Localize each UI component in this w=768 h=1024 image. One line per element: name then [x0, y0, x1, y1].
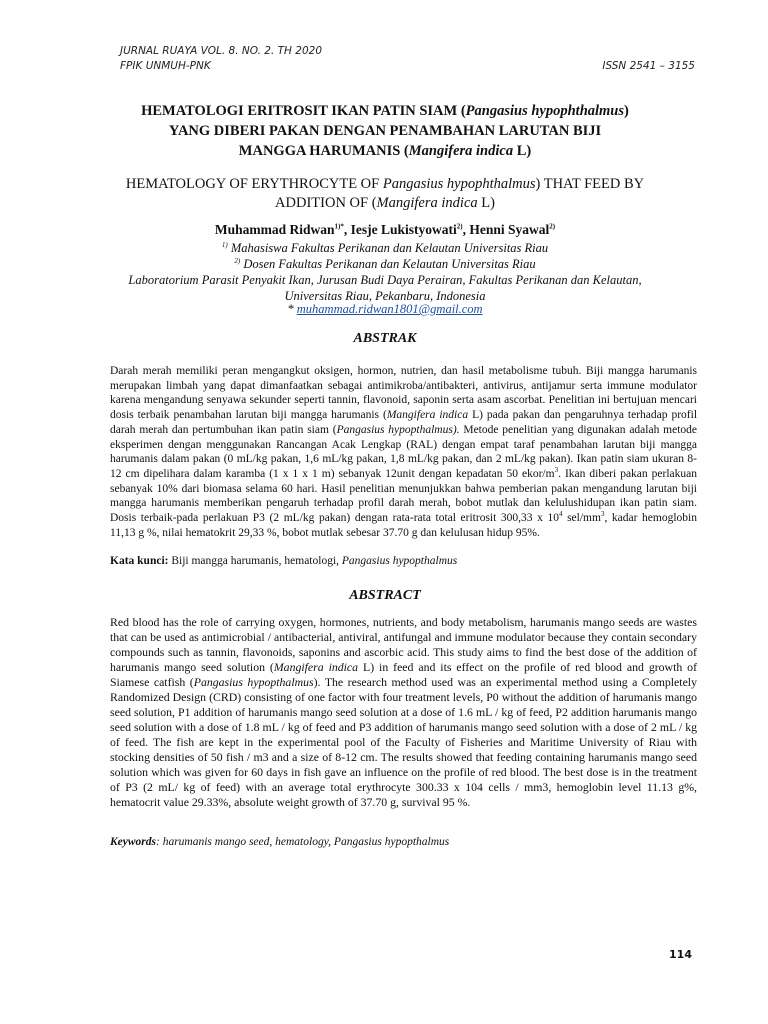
- title-indonesian: HEMATOLOGI ERITROSIT IKAN PATIN SIAM (Pangasius hypophthalmus) YANG DIBERI PAKAN DENGAN PENAMBAHAN LARUTAN BIJI MANGGA HARUMANIS (Mangifera indica L): [141, 103, 629, 159]
- page-number: 114: [669, 948, 692, 961]
- kata-kunci: Kata kunci: Biji mangga harumanis, hematologi, Pangasius hypopthalmus: [110, 555, 458, 567]
- publisher-line: FPIK UNMUH-PNK: [120, 60, 211, 72]
- issn: ISSN 2541 – 3155: [602, 60, 695, 72]
- keywords: Keywords: harumanis mango seed, hematology, Pangasius hypopthalmus: [110, 836, 450, 848]
- journal-title: JURNAL RUAYA VOL. 8. NO. 2. TH 2020: [120, 45, 323, 57]
- affiliation-2: $^{2)}$ Dosen Fakultas Perikanan dan Kelautan Universitas Riau: [234, 256, 536, 271]
- abstrak-heading: ABSTRAK: [353, 331, 417, 346]
- author-list: Muhammad Ridwan$^{1)*}$, Iesje Lukistyowati$^{2)}$, Henni Syawal$^{2)}$: [214, 222, 556, 237]
- abstract-heading: ABSTRACT: [349, 588, 421, 603]
- email-link[interactable]: muhammad.ridwan1801@gmail.com: [296, 302, 483, 316]
- abstrak-body: Darah merah memiliki peran mengangkut oksigen, hormon, nutrien, dan hasil metabolisme tubuh. Biji mangga harumanis merupakan limbah yang dapat dimanfaatkan sebagai antimikroba/antibakteri, antivirus, antijamur serta immune modulator karena mengandung senyawa sekunder seperti tannin, flavonoid, saponin serta asam ascorbat. Penelitian ini bertujuan mencari dosis terbaik penambahan larutan biji mangga harumanis (Mangifera indica L) pada pakan dan pengaruhnya terhadap profil darah merah dan pertumbuhan ikan patin siam (Pangasius hypopthalmus). Metode penelitian yang digunakan adalah metode eksperimen dengan menggunakan Rancangan Acak Lengkap (RAL) dengan empat taraf penambahan larutan biji mangga harumanis dalam pakan (0 mL/kg pakan, 1,6 mL/kg pakan, 1,8 mL/kg pakan, dan 2 mL/kg pakan). Ikan patin siam ukuran 8-12 cm dipelihara dalam karamba (1 x 1 x 1 m) sebanyak 12unit dengan kepadatan 50 ekor/$m^3$. Ikan diberi pakan perlakuan sebanyak 10% dari biomasa selama 60 hari. Hasil penelitian menunjukkan bahwa pemberian pakan mengandung larutan biji mangga harumanis memberikan pengaruh terhadap profil darah merah, bobot mutlak dan kelulushidupan ikan patin siam. Dosis terbaik-pada perlakuan P3 (2 mL/kg pakan) dengan rata-rata total eritrosit 300,33 x $10^4$ sel/$mm^3$, kadar hemoglobin 11,13 g %, nilai hematokrit 29,33 %, bobot mutlak sebesar 37.70 g dan kelulusan hidup 95%.: [110, 365, 698, 539]
- corresponding-email: * muhammad.ridwan1801@gmail.com: [287, 302, 483, 316]
- affiliation-lab: Laboratorium Parasit Penyakit Ikan, Jurusan Budi Daya Perairan, Fakultas Perikanan dan Kelautan,: [128, 273, 642, 287]
- abstract-body: Red blood has the role of carrying oxygen, hormones, nutrients, and body metabolism, harumanis mango seeds are wastes that can be used as antimicrobial / antibacterial, antiviral, antifungal and immune modulator because they contain secondary compounds such as tannin, flavonoids, saponins and ascorbic acid. This study aims to find the best dose of the addition of harumanis mango seed solution (Mangifera indica L) in feed and its effect on the profile of red blood and growth of Siamese catfish (Pangasius hypopthalmus). The research method used was an experimental method using a Completely Randomized Design (CRD) consisting of one factor with four treatment levels, P0 without the addition of harumanis mango seed solution, P1 addition of harumanis mango seed solution at a dose of 1.6 mL / kg of feed, P2 addition harumanis mango seed solution with a dose of 1.8 mL / kg of feed and P3 addition of harumanis mango seed solution with a dose of 2 mL / kg of feed. The fish are kept in the experimental pool of the Faculty of Fisheries and Maritime University of Riau with stocking densities of 50 fish / m3 and a size of 8-12 cm. The results showed that feeding containing harumanis mango seed solution which was given for 60 days in fish gave an influence on the profile of red blood. The best dose is in the treatment of P3 (2 mL/ kg of feed) with an average total erythrocyte 300.33 x 104 cells / mm3, hemoglobin level 11.13 g%, hematocrit value 29.33%, absolute weight growth of 37.70 g, survival 95 %.: [110, 615, 697, 809]
- affiliation-university: Universitas Riau, Pekanbaru, Indonesia: [284, 289, 486, 303]
- title-english: HEMATOLOGY OF ERYTHROCYTE OF Pangasius hypophthalmus) THAT FEED BY ADDITION OF (Mangifera indica L): [125, 176, 645, 211]
- affiliation-1: $^{1)}$ Mahasiswa Fakultas Perikanan dan Kelautan Universitas Riau: [221, 240, 549, 255]
